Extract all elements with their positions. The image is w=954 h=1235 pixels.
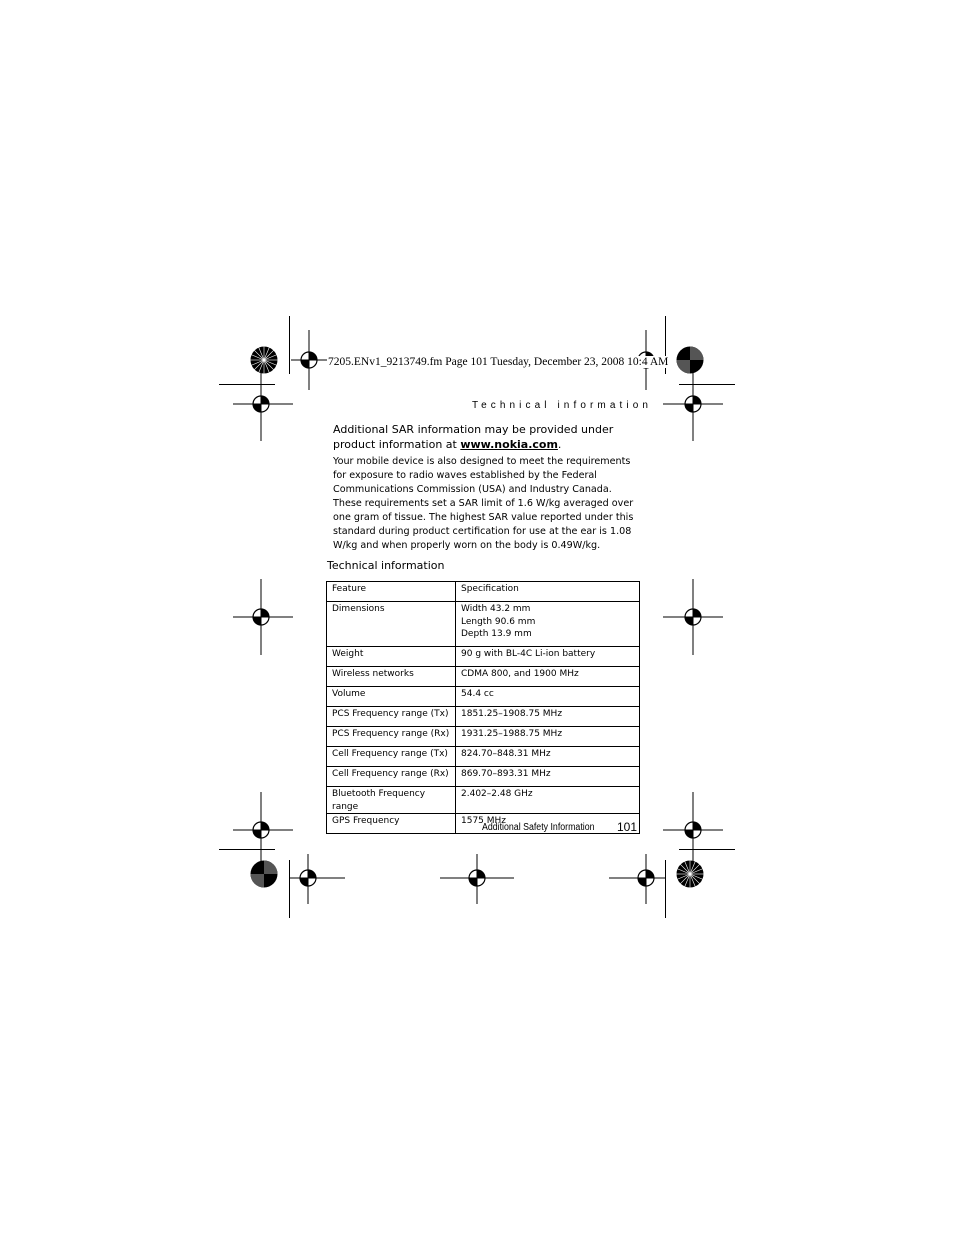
feature-cell: PCS Frequency range (Rx) [327,727,456,747]
table-row [327,767,640,787]
section-title: Technical information [327,559,445,572]
table-row [327,707,640,727]
spec-cell: 1575 MHz [456,814,640,834]
spec-line: Width 43.2 mm [461,604,531,614]
table-row [327,787,640,814]
crop-line [289,316,290,374]
spec-cell: 1851.25–1908.75 MHz [456,707,640,727]
registration-mark-icon [663,792,723,868]
spec-line: Length 90.6 mm [461,616,536,627]
spec-cell: CDMA 800, and 1900 MHz [456,667,640,687]
registration-mark-icon [663,367,723,441]
spec-cell: 869.70–893.31 MHz [456,767,640,787]
starburst-target-icon [250,346,278,374]
fcc-paragraph: Your mobile device is also designed to meet the requirements for exposure to radio waves established by the Federal Communications Commission (USA) and Industry Canada. These requirements set a SAR limit of 1.6 W/kg averaged over one gram of tissue. The highest SAR value reported under this standard during product certification for use at the ear is 1.08 W/kg and when properly worn on the body is 0.49W/kg. [333,456,634,551]
nokia-link[interactable]: www.nokia.com [460,438,558,451]
table-row [327,727,640,747]
table-row [327,647,640,667]
crop-line [665,860,666,918]
footer-section-label: Additional Safety Information [482,822,595,833]
spec-cell [456,602,640,647]
print-slug-line: 7205.ENv1_9213749.fm Page 101 Tuesday, December 23, 2008 10:4 AM [328,356,669,368]
feature-cell: Cell Frequency range (Tx) [327,747,456,767]
feature-cell: Dimensions [327,602,456,647]
spec-cell: 90 g with BL-4C Li-ion battery [456,647,640,667]
registration-mark-icon [291,330,327,390]
starburst-target-icon [250,860,278,888]
registration-mark-icon [609,854,665,904]
sar-paragraph-text: Additional SAR information may be provided under product information at [333,423,614,451]
feature-cell: Wireless networks [327,667,456,687]
feature-cell: GPS Frequency [327,814,456,834]
spec-cell: 2.402–2.48 GHz [456,787,640,814]
table-header-row [327,582,640,602]
table-row [327,602,640,647]
table-row [327,667,640,687]
registration-mark-icon [663,579,723,655]
feature-cell: Cell Frequency range (Rx) [327,767,456,787]
feature-cell: Bluetooth Frequency range [327,787,456,814]
page-number: 101 [617,820,638,834]
spec-cell: 824.70–848.31 MHz [456,747,640,767]
starburst-target-icon [676,860,704,888]
table-row [327,747,640,767]
registration-mark-icon [233,367,293,441]
spec-cell: 54.4 cc [456,687,640,707]
registration-mark-icon [233,579,293,655]
running-head: Technical information [472,400,653,411]
registration-mark-icon [440,854,514,904]
sar-paragraph-end: . [557,438,562,451]
spec-cell: 1931.25–1988.75 MHz [456,727,640,747]
feature-cell: Weight [327,647,456,667]
column-header-specification: Specification [456,582,640,602]
table-row [327,687,640,707]
column-header-feature: Feature [327,582,456,602]
registration-mark-icon [233,792,293,868]
starburst-target-icon [676,346,704,374]
spec-line: Depth 13.9 mm [461,629,532,639]
feature-cell: Volume [327,687,456,707]
registration-mark-icon [289,854,345,904]
feature-cell: PCS Frequency range (Tx) [327,707,456,727]
spec-table [326,581,640,834]
sar-paragraph [333,422,638,452]
